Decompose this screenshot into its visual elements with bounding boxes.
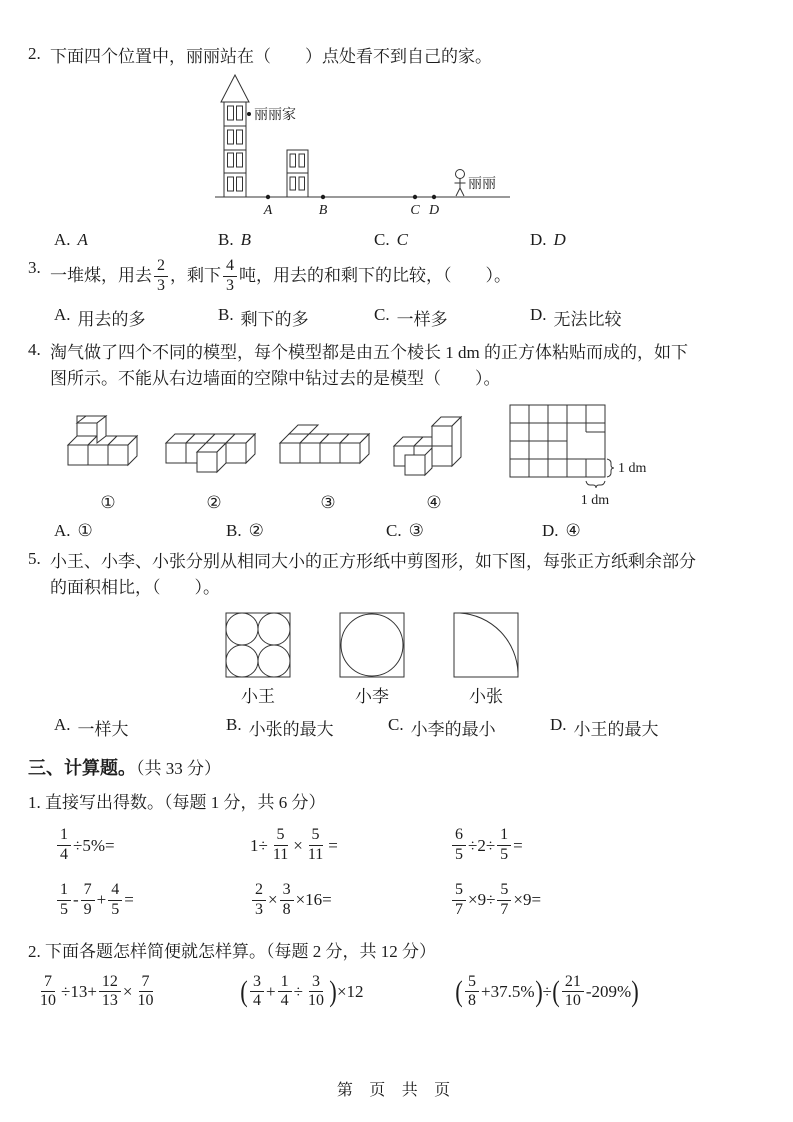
- question-4-text-line1: 淘气做了四个不同的模型，每个模型都是由五个棱长 1 dm 的正方体粘贴而成的，如下: [50, 342, 688, 362]
- option-key: D.: [530, 230, 547, 250]
- calc1-row-1: [28, 827, 763, 864]
- question-3-number: 3.: [28, 258, 41, 278]
- calc1-expr-e: $\frac{2}{3}$ × $\frac{3}{8}$ ×16=: [250, 882, 450, 919]
- model-3-tag: ③: [320, 492, 336, 512]
- point-a-label: A: [263, 203, 273, 219]
- calc1-expr-c: $\frac{6}{5}$ ÷2÷ $\frac{1}{5}$ =: [450, 827, 763, 864]
- option-value: ①: [77, 520, 93, 540]
- calc1-expr-a: $\frac{1}{4}$ ÷5%=: [55, 827, 250, 864]
- option-value: 小张的最大: [248, 720, 334, 740]
- section-3-score: （共 33 分）: [136, 759, 221, 779]
- right-brace: [607, 459, 614, 477]
- question-4: [28, 340, 763, 393]
- cube-model-4: [392, 413, 476, 513]
- option-value: 一样多: [396, 309, 448, 329]
- calc1-expr-b: 1÷ $\frac{5}{11}$ × $\frac{5}{11}$ =: [250, 826, 338, 864]
- option-key: C.: [388, 715, 404, 735]
- model-1-tag: ①: [100, 492, 116, 512]
- page-footer: 第 页 共 页: [336, 1082, 457, 1099]
- question-5: [28, 549, 763, 602]
- option-key: D.: [530, 304, 547, 324]
- option-key: C.: [374, 304, 390, 324]
- calc1-expr-d: $\frac{1}{5}$ - $\frac{7}{9}$ + $\frac{4}{5}$ =: [55, 882, 250, 919]
- figure-xiaoli: [338, 611, 406, 707]
- point-a-dot: [266, 195, 270, 199]
- model-4-tag: ④: [426, 492, 442, 512]
- question-3: [28, 258, 763, 295]
- option-key: B.: [218, 304, 234, 324]
- question-4-number: 4.: [28, 339, 41, 359]
- option-value: 用去的多: [77, 309, 146, 329]
- figure-xiaoli-label: 小李: [355, 687, 389, 707]
- option-key: C.: [386, 520, 402, 540]
- option-key: C.: [374, 230, 390, 250]
- home-point-dot: [247, 112, 251, 116]
- option-key: A.: [54, 715, 71, 735]
- option-value: A: [77, 230, 88, 250]
- cube-model-2: [164, 413, 264, 513]
- small-building: [287, 150, 308, 197]
- cube-models-row: [66, 403, 763, 513]
- calc2-expr-c: ( $\frac{5}{8}$ +37.5% ) ÷ ( $\frac{21}{10}$ -209% ): [455, 972, 639, 1010]
- calc2-expr-a: $\frac{7}{10}$ ÷13+ $\frac{12}{13}$ × $\frac{7}{10}$: [40, 972, 154, 1010]
- point-c-label: C: [410, 203, 420, 219]
- option-key: D.: [550, 715, 567, 735]
- option-key: B.: [226, 520, 242, 540]
- calc-part-2-number: 2.: [28, 941, 41, 961]
- figure-xiaowang: [224, 611, 292, 707]
- option-key: A.: [54, 230, 71, 250]
- option-value: D: [553, 230, 566, 250]
- calc1-expr-f: $\frac{5}{7}$ ×9÷ $\frac{5}{7}$ ×9=: [450, 882, 763, 919]
- calc2-expr-b: ( $\frac{3}{4}$ + $\frac{1}{4}$ ÷ $\frac{3}{10}$ ) ×12: [240, 972, 364, 1010]
- figure-xiaowang-label: 小王: [241, 687, 275, 707]
- option-value: B: [240, 230, 251, 250]
- point-b-label: B: [318, 203, 328, 219]
- option-value: 剩下的多: [240, 309, 309, 329]
- option-value: 小李的最小: [410, 720, 496, 740]
- calc-part-1-title: 直接写出得数。（每题 1 分，共 6 分）: [45, 793, 326, 813]
- calc-part-1-heading: [28, 788, 763, 813]
- option-value: 小王的最大: [573, 720, 659, 740]
- option-value: C: [396, 230, 408, 250]
- point-c-dot: [413, 195, 417, 199]
- tall-building: [221, 75, 249, 197]
- option-key: A.: [54, 520, 71, 540]
- option-key: B.: [218, 230, 234, 250]
- paper-cut-figures-row: [224, 611, 763, 707]
- question-5-options: [28, 715, 763, 740]
- point-d-label: D: [428, 203, 440, 219]
- home-label: 丽丽家: [254, 108, 296, 124]
- person-label: 丽丽: [468, 177, 496, 193]
- figure-xiaozhang: [452, 611, 520, 707]
- point-b-dot: [321, 195, 325, 199]
- calc-part-1-number: 1.: [28, 793, 41, 813]
- calc-part-2-heading: [28, 937, 763, 962]
- question-5-text-line1: 小王、小李、小张分别从相同大小的正方形纸中剪图形，如下图，每张正方纸剩余部分: [50, 551, 696, 571]
- option-value: 一样大: [77, 720, 129, 740]
- bottom-brace: [586, 481, 605, 488]
- question-2: [28, 44, 763, 70]
- question-4-options: [28, 521, 763, 541]
- option-value: 无法比较: [553, 309, 622, 329]
- wall-bottom-unit-label: 1 dm: [580, 492, 610, 508]
- section-3-heading: [28, 754, 763, 780]
- question-4-text-line2: 图所示。不能从右边墙面的空隙中钻过去的是模型（ ）。: [50, 369, 501, 389]
- option-key: D.: [542, 520, 559, 540]
- option-value: ④: [565, 520, 581, 540]
- question-2-number: 2.: [28, 44, 41, 63]
- option-key: A.: [54, 304, 71, 324]
- section-3-title: 三、计算题。: [28, 758, 136, 779]
- calc1-row-2: [28, 882, 763, 919]
- option-key: B.: [226, 715, 242, 735]
- point-d-dot: [432, 195, 436, 199]
- question-5-text-line2: 的面积相比，（ ）。: [50, 577, 220, 597]
- calc2-row: [28, 974, 763, 1011]
- figure-xiaozhang-label: 小张: [469, 687, 503, 707]
- option-value: ③: [408, 520, 424, 540]
- cube-model-1: [66, 413, 150, 513]
- question-3-options: [28, 305, 763, 330]
- person-figure: [455, 170, 466, 197]
- buildings-sightline-diagram: [210, 72, 550, 224]
- wall-grid-diagram: [508, 403, 656, 513]
- calc-part-2-title: 下面各题怎样简便就怎样算。（每题 2 分，共 12 分）: [45, 941, 436, 961]
- wall-side-unit-label: 1 dm: [618, 460, 647, 476]
- question-2-options: [28, 230, 763, 250]
- model-2-tag: ②: [206, 492, 222, 512]
- option-value: ②: [248, 520, 264, 540]
- question-3-text: 一堆煤，用去 $\frac{2}{3}$ ，剩下 $\frac{4}{3}$ 吨，用去的和剩下的比较，（ ）。: [50, 257, 511, 295]
- cube-model-3: [278, 413, 378, 513]
- question-2-text: 下面四个位置中，丽丽站在（ ）点处看不到自己的家。: [50, 47, 492, 66]
- question-5-number: 5.: [28, 548, 41, 568]
